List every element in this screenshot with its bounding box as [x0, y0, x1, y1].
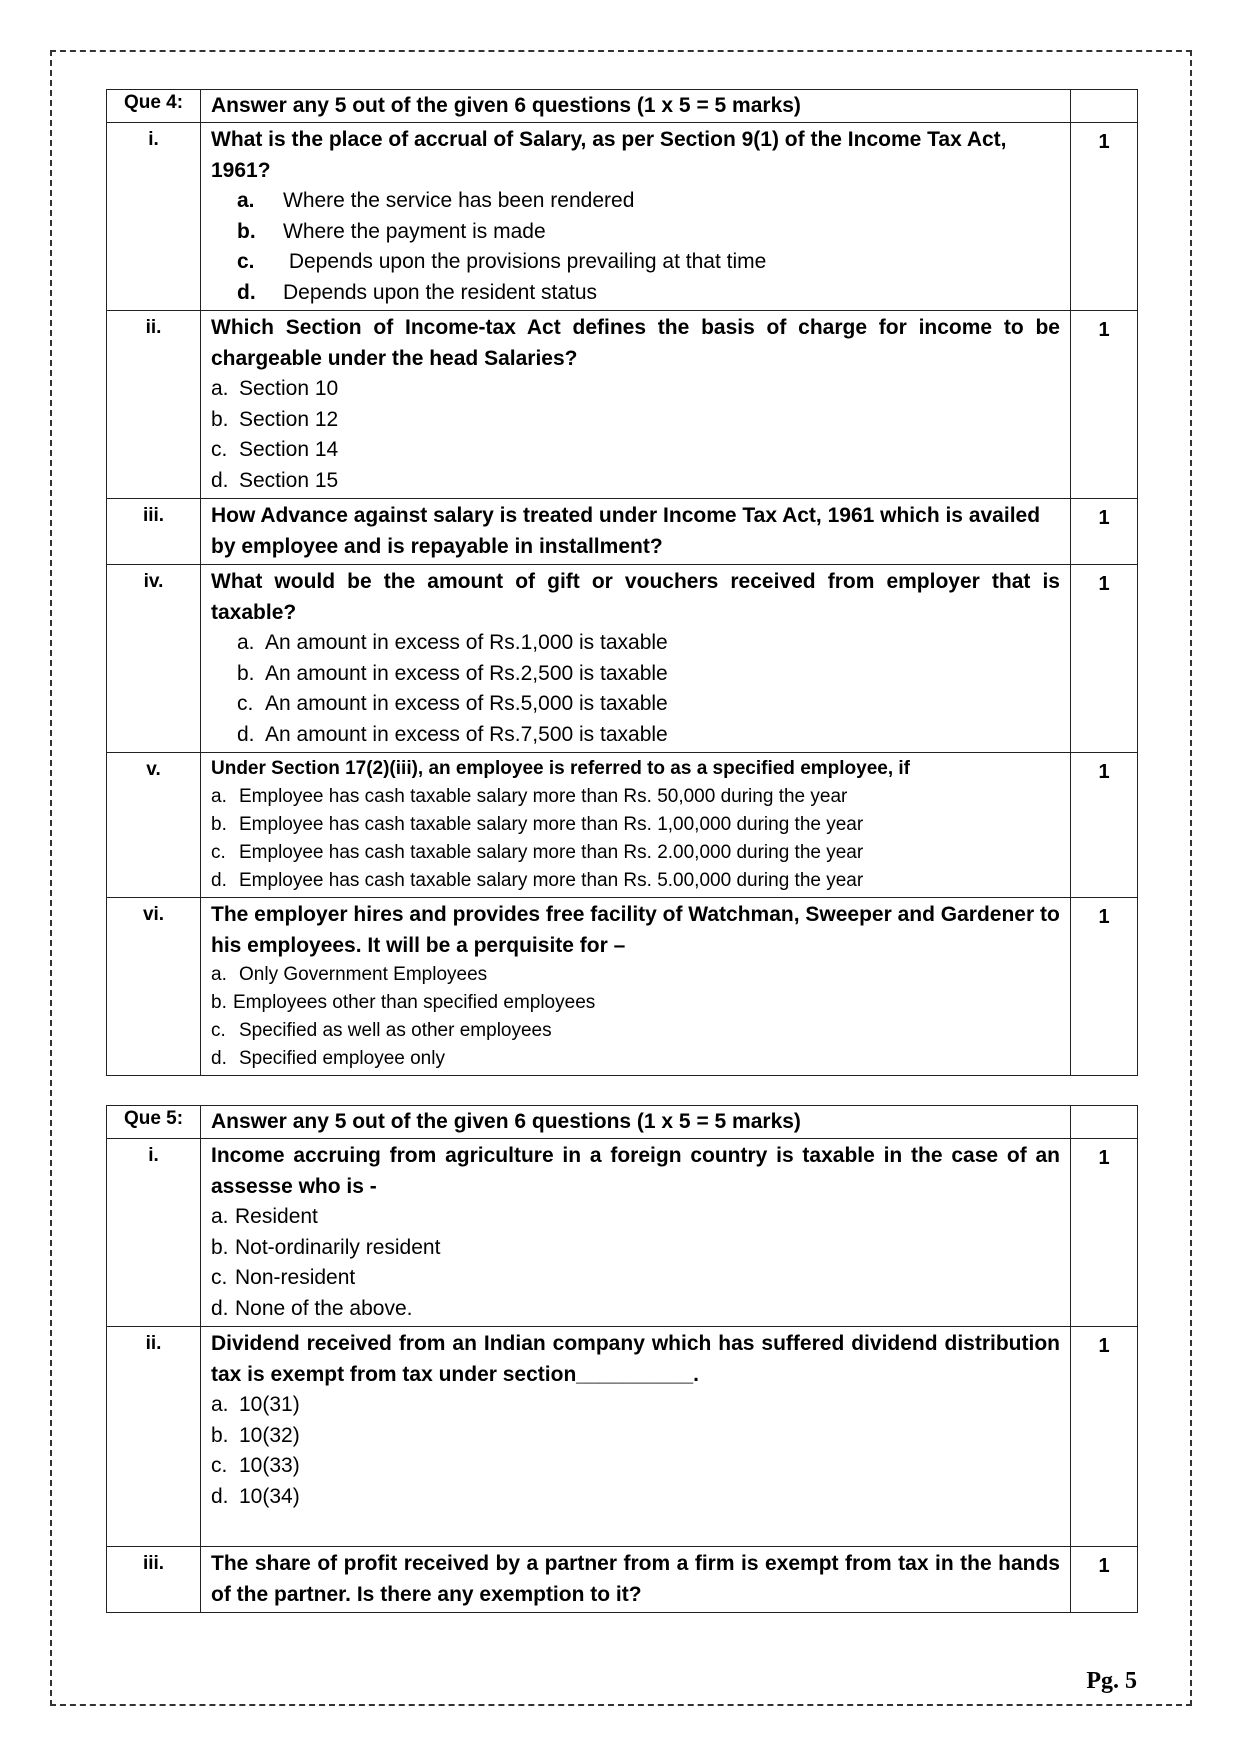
option-letter: d.	[237, 722, 255, 746]
option-text: 10(33)	[239, 1454, 300, 1477]
question-body	[201, 123, 1071, 311]
option-item	[211, 839, 1060, 867]
option-text: Where the payment is made	[283, 219, 546, 243]
question-stem: Income accruing from agriculture in a foreign country is taxable in the case of an assesse who is -	[211, 1144, 1060, 1198]
option-text: Section 15	[239, 468, 339, 492]
option-letter: c.	[211, 1454, 228, 1477]
question-marks: 1	[1071, 311, 1138, 499]
option-letter: b.	[211, 1423, 229, 1447]
question-row	[107, 123, 1138, 311]
option-letter: d.	[211, 468, 229, 492]
option-text: Section 14	[239, 438, 339, 461]
option-text: Employee has cash taxable salary more than Rs. 50,000 during the year	[239, 786, 848, 807]
question-number: iii.	[107, 1547, 201, 1613]
option-letter: c.	[211, 1266, 228, 1289]
question-5-header-marks	[1071, 1106, 1138, 1139]
option-text: 10(34)	[239, 1484, 300, 1508]
option-letter: b.	[237, 219, 256, 243]
question-4-instruction-cell	[201, 90, 1071, 123]
option-letter: b.	[237, 661, 255, 685]
question-body	[201, 753, 1071, 898]
option-letter: a.	[237, 631, 255, 654]
question-5-instruction-cell	[201, 1106, 1071, 1139]
question-4-table	[106, 89, 1138, 1076]
question-marks: 1	[1071, 565, 1138, 753]
option-text: An amount in excess of Rs.7,500 is taxable	[265, 722, 668, 746]
option-item	[211, 1390, 1060, 1421]
option-letter: d.	[211, 1484, 229, 1508]
option-letter: a.	[211, 964, 227, 985]
option-letter: c.	[237, 692, 254, 715]
question-number: i.	[107, 1139, 201, 1327]
option-letter: b.	[211, 992, 227, 1013]
question-stem: The share of profit received by a partner from a firm is exempt from tax in the hands of the partner. Is there any exemption to it?	[211, 1552, 1060, 1606]
option-text: Section 10	[239, 377, 339, 400]
option-item	[211, 1045, 1060, 1073]
option-text: Specified as well as other employees	[239, 1020, 552, 1041]
option-letter: c.	[211, 1020, 226, 1041]
option-item	[211, 247, 1060, 278]
question-body	[201, 898, 1071, 1076]
question-4-header-row	[107, 90, 1138, 123]
option-letter: a.	[237, 189, 255, 212]
option-item	[211, 278, 1060, 309]
option-item	[211, 1233, 1060, 1264]
question-body	[201, 1139, 1071, 1327]
question-number: ii.	[107, 311, 201, 499]
page-number: Pg. 5	[1086, 1668, 1137, 1694]
option-letter: c.	[237, 250, 255, 273]
question-number: iv.	[107, 565, 201, 753]
question-row	[107, 1547, 1138, 1613]
option-letter: b.	[211, 407, 229, 431]
option-text: An amount in excess of Rs.2,500 is taxable	[265, 661, 668, 685]
option-item	[211, 811, 1060, 839]
question-5-table	[106, 1105, 1138, 1613]
option-text: Specified employee only	[239, 1048, 445, 1069]
question-4-instruction: Answer any 5 out of the given 6 questions (1 x 5 = 5 marks)	[211, 94, 801, 117]
option-item	[211, 435, 1060, 466]
option-item	[211, 405, 1060, 436]
option-item	[211, 217, 1060, 248]
question-4-header-marks	[1071, 90, 1138, 123]
question-stem: Dividend received from an Indian company which has suffered dividend distribution tax is exempt from tax under section__________.	[211, 1332, 1060, 1386]
option-item	[211, 466, 1060, 497]
option-item	[211, 1294, 1060, 1325]
option-text: Where the service has been rendered	[283, 189, 635, 212]
question-5-label: Que 5:	[107, 1106, 201, 1139]
question-stem: How Advance against salary is treated under Income Tax Act, 1961 which is availed by employee and is repayable in installment?	[211, 504, 1041, 558]
option-letter: b.	[211, 814, 227, 835]
option-text: An amount in excess of Rs.1,000 is taxable	[265, 631, 668, 654]
option-item	[211, 374, 1060, 405]
option-item	[211, 720, 1060, 751]
option-item	[211, 1451, 1060, 1482]
option-text: An amount in excess of Rs.5,000 is taxable	[265, 692, 668, 715]
question-marks: 1	[1071, 898, 1138, 1076]
option-text: Employee has cash taxable salary more than Rs. 2.00,000 during the year	[239, 842, 864, 863]
question-row	[107, 1139, 1138, 1327]
option-item	[211, 659, 1060, 690]
question-body	[201, 565, 1071, 753]
option-text: Resident	[235, 1205, 318, 1228]
question-stem: What is the place of accrual of Salary, as per Section 9(1) of the Income Tax Act, 1961?	[211, 128, 1007, 182]
question-5-instruction: Answer any 5 out of the given 6 questions (1 x 5 = 5 marks)	[211, 1110, 801, 1133]
option-letter: d.	[211, 1048, 227, 1069]
question-marks: 1	[1071, 1139, 1138, 1327]
option-text: 10(32)	[239, 1423, 300, 1447]
question-row	[107, 898, 1138, 1076]
option-text: Only Government Employees	[239, 964, 488, 985]
option-item	[211, 1202, 1060, 1233]
question-number: ii.	[107, 1327, 201, 1547]
option-text: 10(31)	[239, 1393, 300, 1416]
option-item	[211, 186, 1060, 217]
option-text: None of the above.	[235, 1296, 413, 1320]
option-item	[211, 989, 1060, 1017]
question-number: i.	[107, 123, 201, 311]
option-item	[211, 1421, 1060, 1452]
question-body	[201, 311, 1071, 499]
question-5-header-row	[107, 1106, 1138, 1139]
option-text: Non-resident	[235, 1266, 356, 1289]
question-row	[107, 499, 1138, 565]
option-text: Not-ordinarily resident	[235, 1235, 441, 1259]
option-letter: d.	[211, 870, 227, 891]
question-row	[107, 565, 1138, 753]
option-letter: a.	[211, 1205, 229, 1228]
option-text: Employees other than specified employees	[233, 992, 596, 1013]
option-item	[211, 783, 1060, 811]
question-body	[201, 1547, 1071, 1613]
option-letter: c.	[211, 842, 226, 863]
option-text: Depends upon the resident status	[283, 280, 598, 304]
question-4-label: Que 4:	[107, 90, 201, 123]
question-marks: 1	[1071, 499, 1138, 565]
question-row	[107, 753, 1138, 898]
option-item	[211, 1017, 1060, 1045]
question-marks: 1	[1071, 753, 1138, 898]
option-text: Employee has cash taxable salary more than Rs. 1,00,000 during the year	[239, 814, 864, 835]
question-marks: 1	[1071, 1547, 1138, 1613]
option-item	[211, 628, 1060, 659]
option-letter: b.	[211, 1235, 229, 1259]
option-letter: a.	[211, 786, 227, 807]
question-number: iii.	[107, 499, 201, 565]
question-marks: 1	[1071, 123, 1138, 311]
question-stem: Which Section of Income-tax Act defines the basis of charge for income to be chargeable under the head Salaries?	[211, 316, 1060, 370]
question-stem: Under Section 17(2)(iii), an employee is referred to as a specified employee, if	[211, 758, 911, 779]
option-text: Employee has cash taxable salary more than Rs. 5.00,000 during the year	[239, 870, 864, 891]
option-text: Depends upon the provisions prevailing at that time	[283, 250, 767, 273]
option-item	[211, 961, 1060, 989]
question-body	[201, 499, 1071, 565]
option-letter: a.	[211, 1393, 229, 1416]
option-item	[211, 689, 1060, 720]
question-row	[107, 1327, 1138, 1547]
question-stem: The employer hires and provides free facility of Watchman, Sweeper and Gardener to his employees. It will be a perquisite for –	[211, 903, 1060, 957]
option-letter: c.	[211, 438, 228, 461]
question-number: v.	[107, 753, 201, 898]
option-item	[211, 1263, 1060, 1294]
question-stem: What would be the amount of gift or vouchers received from employer that is taxable?	[211, 570, 1060, 624]
question-marks: 1	[1071, 1327, 1138, 1547]
option-letter: d.	[211, 1296, 229, 1320]
question-row	[107, 311, 1138, 499]
option-letter: a.	[211, 377, 229, 400]
option-item	[211, 867, 1060, 895]
option-text: Section 12	[239, 407, 339, 431]
question-body	[201, 1327, 1071, 1547]
option-item	[211, 1482, 1060, 1513]
question-number: vi.	[107, 898, 201, 1076]
option-letter: d.	[237, 280, 256, 304]
